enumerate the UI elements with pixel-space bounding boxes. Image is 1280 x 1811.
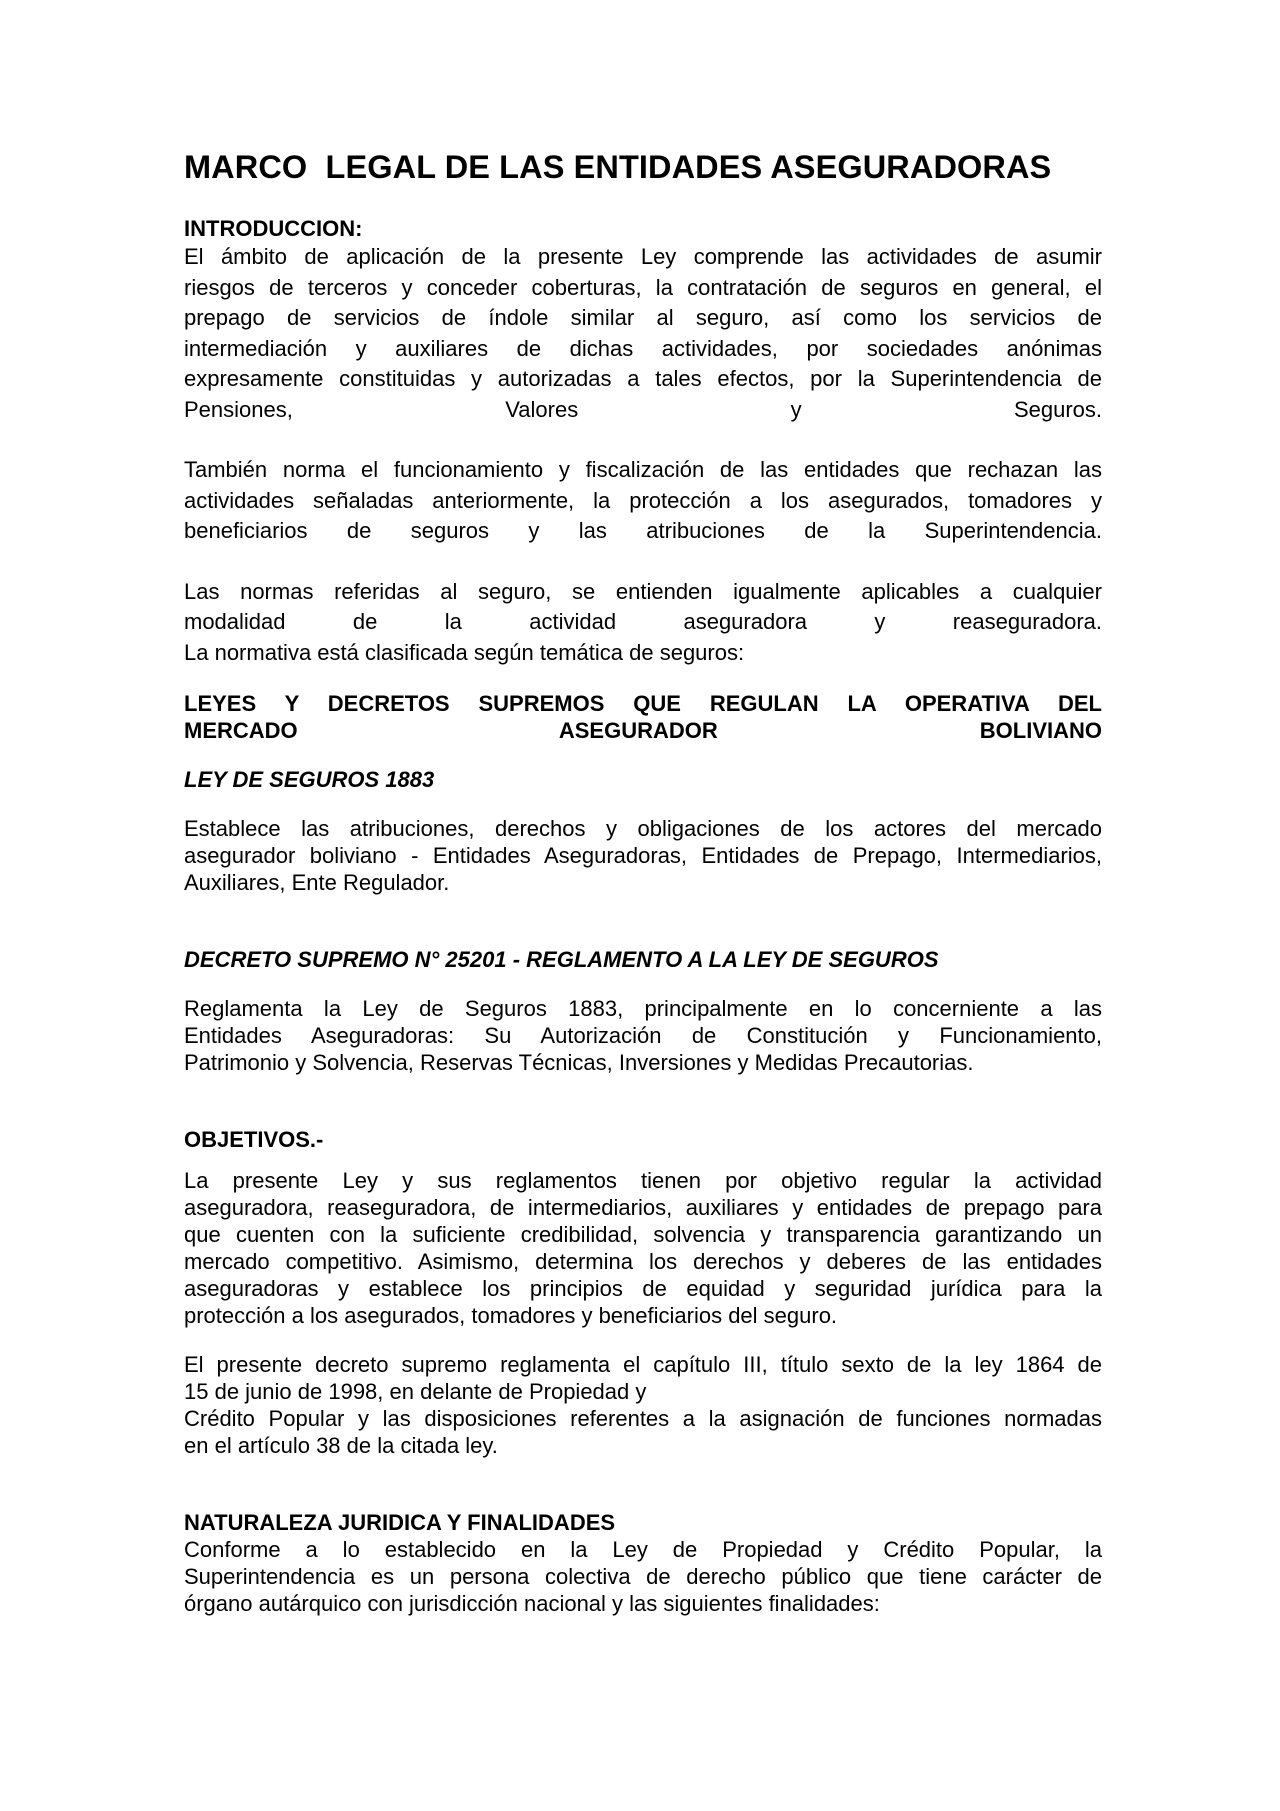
text-line: La presente Ley y sus reglamentos tienen por objetivo regular la actividad: [184, 1168, 1102, 1193]
text-line: Reglamenta la Ley de Seguros 1883, principalmente en lo concerniente a las: [184, 996, 1102, 1021]
text-line: intermediación y auxiliares de dichas actividades, por sociedades anónimas: [184, 335, 1102, 361]
heading-line: LEYES Y DECRETOS SUPREMOS QUE REGULAN LA OPERATIVA DEL: [184, 691, 1102, 716]
text-line: riesgos de terceros y conceder coberturas, la contratación de seguros en general, el: [184, 274, 1102, 300]
objetivos-heading: OBJETIVOS.-: [184, 1127, 324, 1152]
text-line: asegurador boliviano - Entidades Aseguradoras, Entidades de Prepago, Intermediarios,: [184, 843, 1102, 868]
text-line: Patrimonio y Solvencia, Reservas Técnicas, Inversiones y Medidas Precautorias.: [184, 1050, 974, 1075]
text-line: en el artículo 38 de la citada ley.: [184, 1433, 498, 1458]
text-line: Superintendencia es un persona colectiva de derecho público que tiene carácter de: [184, 1564, 1102, 1589]
decreto-paragraph: [184, 995, 1102, 1076]
text-line: beneficiarios de seguros y las atribuciones de la Superintendencia.: [184, 518, 1102, 543]
intro-paragraph-3: [184, 577, 1102, 669]
objetivos-paragraph-1: [184, 1167, 1102, 1329]
text-line: También norma el funcionamiento y fiscalización de las entidades que rechazan las: [184, 457, 1102, 482]
document-title: MARCO LEGAL DE LAS ENTIDADES ASEGURADORAS: [184, 149, 1052, 185]
text-line: Establece las atribuciones, derechos y obligaciones de los actores del mercado: [184, 816, 1102, 841]
text-line: La normativa está clasificada según temática de seguros:: [184, 639, 745, 665]
text-line: Las normas referidas al seguro, se entienden igualmente aplicables a cualquier: [184, 578, 1102, 604]
naturaleza-heading: NATURALEZA JURIDICA Y FINALIDADES: [184, 1510, 616, 1535]
text-line: Pensiones, Valores y Seguros.: [184, 396, 1102, 422]
intro-paragraph-1: [184, 242, 1102, 425]
decreto-heading: DECRETO SUPREMO N° 25201 - REGLAMENTO A LA LEY DE SEGUROS: [184, 947, 939, 972]
document-page: [184, 148, 1102, 1617]
ley-1883-heading: LEY DE SEGUROS 1883: [184, 767, 435, 792]
text-line: El ámbito de aplicación de la presente Ley comprende las actividades de asumir: [184, 244, 1102, 269]
objetivos-paragraph-2: [184, 1351, 1102, 1459]
text-line: Entidades Aseguradoras: Su Autorización de Constitución y Funcionamiento,: [184, 1023, 1102, 1048]
text-line: 15 de junio de 1998, en delante de Propiedad y: [184, 1379, 647, 1404]
text-line: Conforme a lo establecido en la Ley de Propiedad y Crédito Popular, la: [184, 1537, 1102, 1562]
text-line: órgano autárquico con jurisdicción nacional y las siguientes finalidades:: [184, 1591, 880, 1616]
text-line: que cuenten con la suficiente credibilidad, solvencia y transparencia garantizando un: [184, 1222, 1102, 1247]
text-line: modalidad de la actividad aseguradora y reaseguradora.: [184, 609, 1102, 634]
text-line: actividades señaladas anteriormente, la protección a los asegurados, tomadores y: [184, 487, 1102, 513]
text-line: aseguradora, reaseguradora, de intermediarios, auxiliares y entidades de prepago para: [184, 1195, 1102, 1220]
leyes-heading: [184, 690, 1102, 744]
text-line: aseguradoras y establece los principios de equidad y seguridad jurídica para la: [184, 1276, 1102, 1301]
text-line: Auxiliares, Ente Regulador.: [184, 870, 450, 895]
text-line: prepago de servicios de índole similar al seguro, así como los servicios de: [184, 305, 1102, 330]
text-line: expresamente constituidas y autorizadas a tales efectos, por la Superintendencia de: [184, 366, 1102, 391]
text-line: Crédito Popular y las disposiciones referentes a la asignación de funciones normadas: [184, 1406, 1102, 1431]
text-line: mercado competitivo. Asimismo, determina los derechos y deberes de las entidades: [184, 1249, 1102, 1274]
intro-heading: INTRODUCCION:: [184, 216, 363, 241]
heading-line: MERCADO ASEGURADOR BOLIVIANO: [184, 718, 1102, 743]
naturaleza-paragraph: [184, 1536, 1102, 1617]
intro-paragraph-2: [184, 455, 1102, 547]
text-line: El presente decreto supremo reglamenta el capítulo III, título sexto de la ley 1864 de: [184, 1352, 1102, 1377]
text-line: protección a los asegurados, tomadores y beneficiarios del seguro.: [184, 1303, 838, 1328]
ley-1883-paragraph: [184, 815, 1102, 896]
